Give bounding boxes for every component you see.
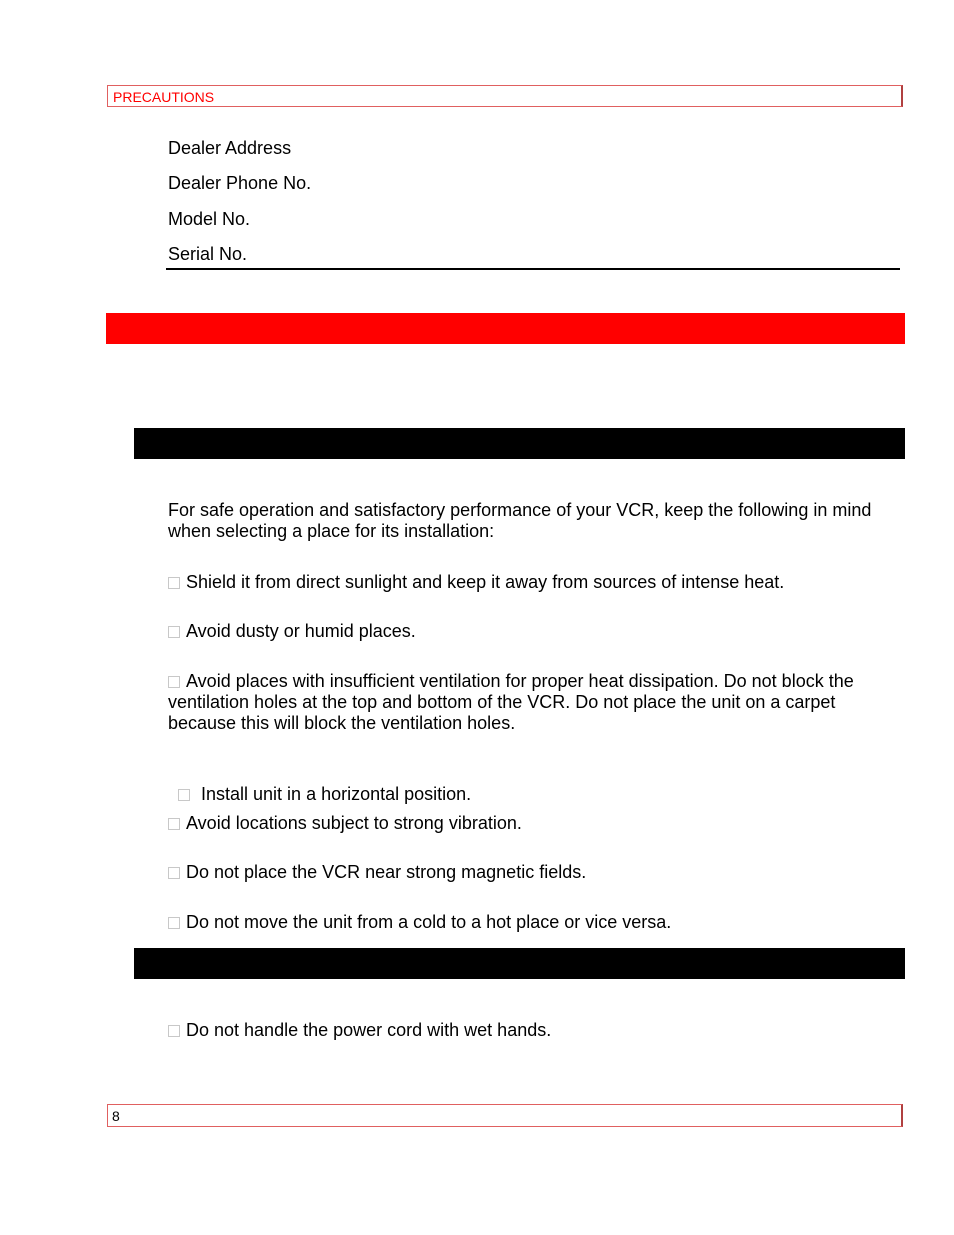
- page-header-title: PRECAUTIONS: [113, 89, 215, 105]
- power-item-text: Do not handle the power cord with wet hands.: [186, 1020, 552, 1040]
- serial-number-label: Serial No.: [168, 244, 248, 264]
- page-footer: [107, 1104, 903, 1127]
- installation-item: [168, 862, 898, 883]
- checkbox-bullet-icon: [168, 1025, 180, 1037]
- installation-section-bar: [134, 428, 905, 459]
- page-number: 8: [112, 1108, 120, 1124]
- installation-item: [168, 671, 898, 734]
- installation-intro: For safe operation and satisfactory performance of your VCR, keep the following in mind when selecting a place for its installation:: [168, 500, 872, 541]
- installation-item-text: Avoid locations subject to strong vibration.: [186, 813, 522, 833]
- installation-item-text: Do not place the VCR near strong magnetic fields.: [186, 862, 587, 882]
- installation-item-text: Shield it from direct sunlight and keep it away from sources of intense heat.: [186, 572, 785, 592]
- checkbox-bullet-icon: [168, 626, 180, 638]
- installation-item: [168, 572, 898, 593]
- power-item: [168, 1020, 898, 1041]
- checkbox-bullet-icon: [168, 867, 180, 879]
- checkbox-bullet-icon: [168, 818, 180, 830]
- installation-item: [168, 763, 898, 805]
- installation-item: [168, 621, 898, 642]
- installation-item-text: Do not move the unit from a cold to a hot place or vice versa.: [186, 912, 672, 932]
- checkbox-bullet-icon: [178, 789, 190, 801]
- installation-item-text: Install unit in a horizontal position.: [196, 784, 472, 804]
- checkbox-bullet-icon: [168, 917, 180, 929]
- power-section-bar: [134, 948, 905, 979]
- installation-item-text: Avoid places with insufficient ventilation for proper heat dissipation. Do not block the ventilation holes at the top and bottom of the VCR. Do not place the unit on a carpet because this will block the ventilation holes.: [168, 671, 854, 733]
- page-header: [107, 85, 903, 107]
- precautions-section-bar: [106, 313, 905, 344]
- dealer-address-label: Dealer Address: [168, 138, 292, 158]
- installation-item: [168, 813, 898, 834]
- installation-item-text: Avoid dusty or humid places.: [186, 621, 416, 641]
- installation-item: [168, 912, 898, 933]
- checkbox-bullet-icon: [168, 676, 180, 688]
- model-number-label: Model No.: [168, 209, 251, 229]
- checkbox-bullet-icon: [168, 577, 180, 589]
- serial-number-underline: [166, 268, 900, 270]
- dealer-phone-label: Dealer Phone No.: [168, 173, 312, 193]
